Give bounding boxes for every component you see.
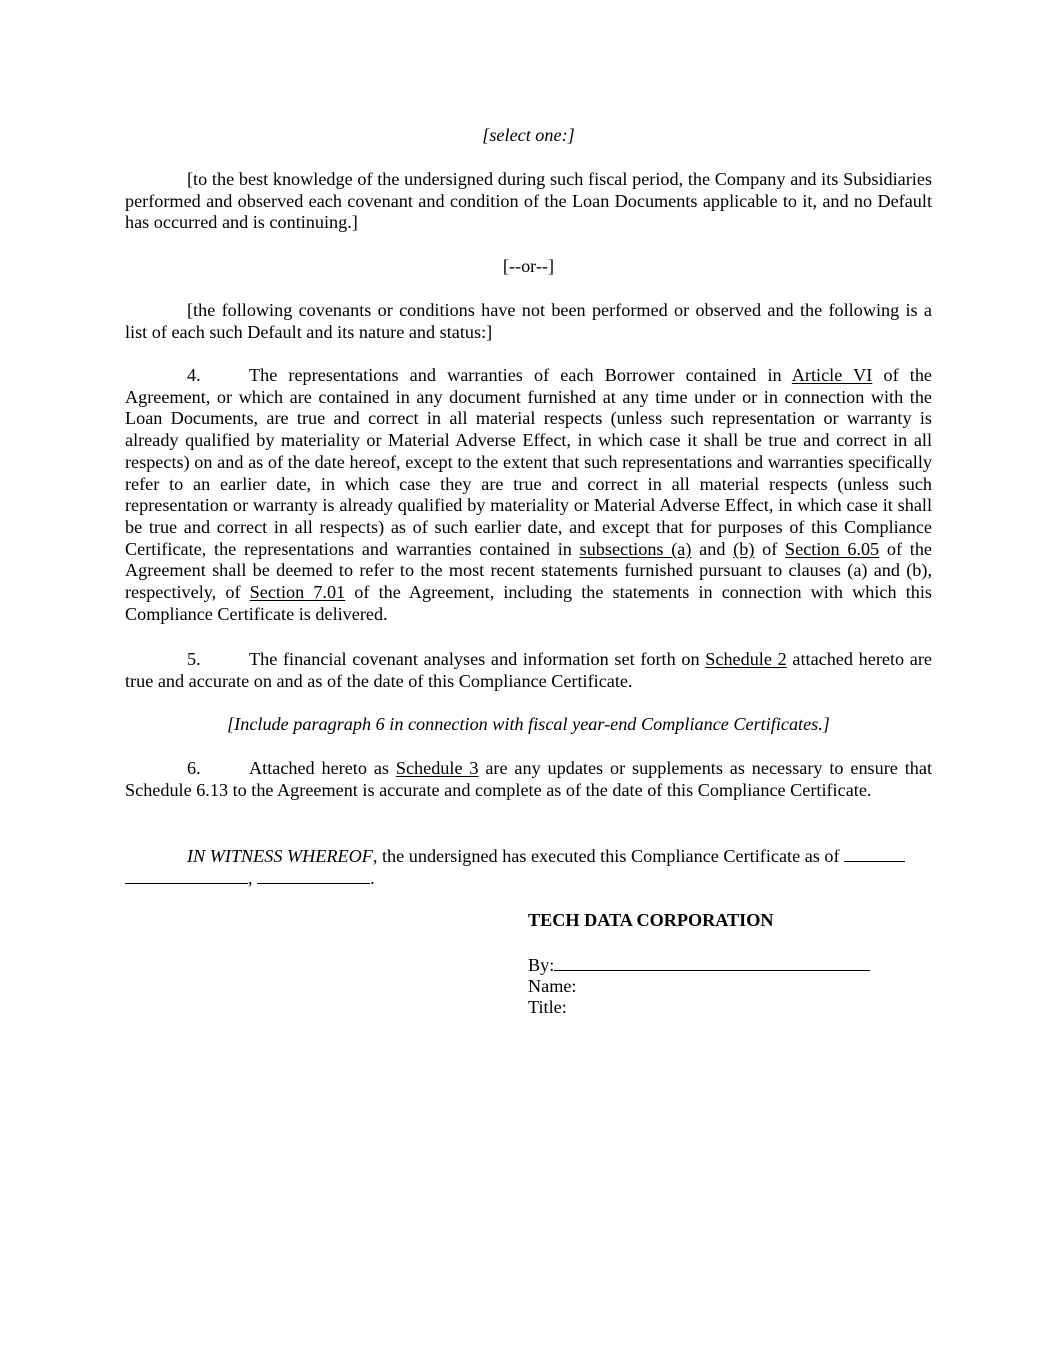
by-label: By: [528, 955, 555, 975]
signature-by-line [528, 954, 870, 977]
witness-comma: , [248, 868, 253, 888]
witness-text: , the undersigned has executed this Compliance Certificate as of [372, 846, 840, 866]
paragraph-text: The financial covenant analyses and information set forth on [249, 649, 706, 669]
witness-lead: IN WITNESS WHEREOF [187, 846, 373, 866]
ref-subsection-a: subsections (a) [579, 538, 692, 559]
paragraph-5 [125, 649, 932, 692]
signature-name-label: Name: [528, 976, 577, 996]
paragraph-text: Attached hereto as [249, 758, 396, 778]
paragraph-text: and [691, 538, 734, 559]
company-name: TECH DATA CORPORATION [528, 910, 774, 930]
witness-clause [187, 845, 932, 868]
or-separator: [--or--] [502, 256, 555, 276]
paragraph-6 [125, 758, 932, 801]
witness-period: . [370, 868, 375, 888]
paragraph-4 [125, 365, 932, 625]
option-default-list: [the following covenants or conditions have not been performed or observed and the following is a list of each such Default and its nature and status:] [125, 300, 932, 342]
paragraph-text: attached hereto are true and accurate on and as of the date of this Compliance Certificate. [125, 649, 933, 691]
date-blank-day[interactable] [844, 845, 905, 862]
option-no-default: [to the best knowledge of the undersigned during such fiscal period, the Company and its Subsidiaries performed and observed each covenant and condition of the Loan Documents applicable to it, and no Default has occurred and is continuing.] [125, 169, 932, 233]
paragraph-text: The representations and warranties of each Borrower contained in [249, 365, 792, 385]
ref-section-6-05: Section 6.05 [785, 538, 880, 559]
paragraph-text: of the Agreement, including the statements in connection with which this Compliance Certificate is delivered. [125, 582, 932, 624]
ref-schedule-2: Schedule 2 [705, 649, 787, 669]
date-blank-month[interactable] [125, 867, 248, 884]
paragraph-text: of [754, 538, 786, 559]
date-blank-year[interactable] [257, 867, 370, 884]
ref-subsection-b: (b) [733, 538, 755, 559]
paragraph-number: 6. [187, 758, 201, 778]
signature-title-label: Title: [528, 997, 567, 1017]
paragraph-6-note: [Include paragraph 6 in connection with fiscal year-end Compliance Certificates.] [227, 714, 830, 734]
signature-blank[interactable] [554, 954, 870, 971]
paragraph-number: 5. [187, 649, 201, 669]
witness-date-line [125, 867, 375, 890]
ref-section-7-01: Section 7.01 [249, 582, 346, 603]
paragraph-number: 4. [187, 365, 201, 385]
ref-schedule-3: Schedule 3 [395, 758, 479, 778]
select-one-heading: [select one:] [482, 125, 575, 145]
ref-article-vi: Article VI [791, 365, 873, 385]
paragraph-text: are any updates or supplements as necessary to ensure that Schedule 6.13 to the Agreement is accurate and complete as of the date of this Compliance Certificate. [125, 758, 932, 800]
paragraph-text: of the Agreement shall be deemed to refer to the most recent statements furnished pursuant to clauses (a) and (b), respectively, of [125, 538, 933, 603]
paragraph-text: of the Agreement, or which are contained in any document furnished at any time under or in connection with the Loan Documents, are true and correct in all material respects (unless such representation or warranty is already qualified by materiality or Material Adverse Effect, in which case it shall be true and correct in all respects) on and as of the date hereof, except to the extent that such representations and warranties specifically refer to an earlier date, in which case they are true and correct in all material respects (unless such representation or warranty is already qualified by materiality or Material Adverse Effect, in which case it shall be true and correct in all respects) as of such earlier date, and except that for purposes of this Compliance Certificate, the representations and warranties contained in [125, 365, 932, 559]
